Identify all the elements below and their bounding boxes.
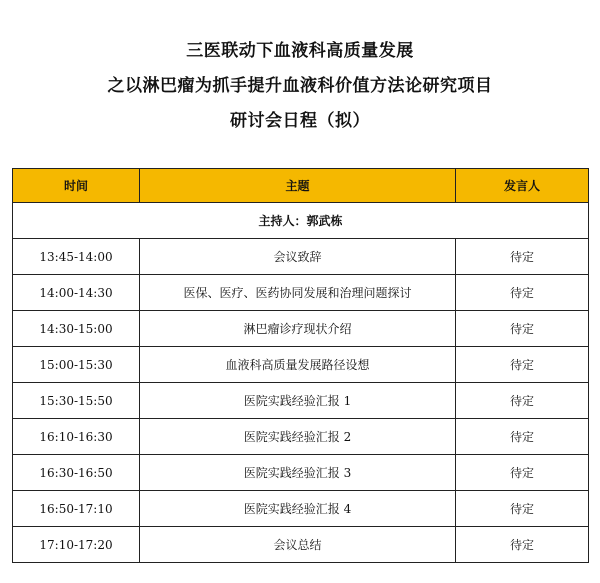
time-cell: 16:50-17:10 — [13, 491, 140, 527]
document-title — [0, 34, 600, 139]
time-cell: 15:30-15:50 — [13, 383, 140, 419]
time-cell: 16:10-16:30 — [13, 419, 140, 455]
speaker-cell: 待定 — [456, 275, 589, 311]
time-cell: 17:10-17:20 — [13, 527, 140, 563]
topic-cell: 会议总结 — [140, 527, 456, 563]
table-row — [13, 383, 589, 419]
speaker-cell: 待定 — [456, 347, 589, 383]
title-line-3: 研讨会日程（拟） — [230, 111, 370, 131]
time-cell: 15:00-15:30 — [13, 347, 140, 383]
topic-cell: 医院实践经验汇报 4 — [140, 491, 456, 527]
header-topic: 主题 — [140, 169, 456, 203]
title-line-2: 之以淋巴瘤为抓手提升血液科价值方法论研究项目 — [107, 76, 493, 96]
table-row — [13, 455, 589, 491]
speaker-cell: 待定 — [456, 311, 589, 347]
speaker-cell: 待定 — [456, 239, 589, 275]
topic-cell: 医院实践经验汇报 2 — [140, 419, 456, 455]
table-header-row — [13, 169, 589, 203]
time-cell: 14:00-14:30 — [13, 275, 140, 311]
speaker-cell: 待定 — [456, 455, 589, 491]
topic-cell: 医院实践经验汇报 1 — [140, 383, 456, 419]
topic-cell: 血液科高质量发展路径设想 — [140, 347, 456, 383]
speaker-cell: 待定 — [456, 383, 589, 419]
table-row — [13, 527, 589, 563]
table-row — [13, 347, 589, 383]
host-cell: 主持人：郭武栋 — [13, 203, 589, 239]
schedule-table — [12, 168, 589, 563]
table-row — [13, 275, 589, 311]
header-time: 时间 — [13, 169, 140, 203]
topic-cell: 淋巴瘤诊疗现状介绍 — [140, 311, 456, 347]
time-cell: 16:30-16:50 — [13, 455, 140, 491]
table-row — [13, 311, 589, 347]
topic-cell: 医院实践经验汇报 3 — [140, 455, 456, 491]
host-row — [13, 203, 589, 239]
speaker-cell: 待定 — [456, 527, 589, 563]
header-speaker: 发言人 — [456, 169, 589, 203]
speaker-cell: 待定 — [456, 419, 589, 455]
topic-cell: 会议致辞 — [140, 239, 456, 275]
time-cell: 14:30-15:00 — [13, 311, 140, 347]
time-cell: 13:45-14:00 — [13, 239, 140, 275]
table-row — [13, 419, 589, 455]
speaker-cell: 待定 — [456, 491, 589, 527]
title-line-1: 三医联动下血液科高质量发展 — [186, 41, 414, 61]
table-row — [13, 239, 589, 275]
topic-cell: 医保、医疗、医药协同发展和治理问题探讨 — [140, 275, 456, 311]
table-row — [13, 491, 589, 527]
